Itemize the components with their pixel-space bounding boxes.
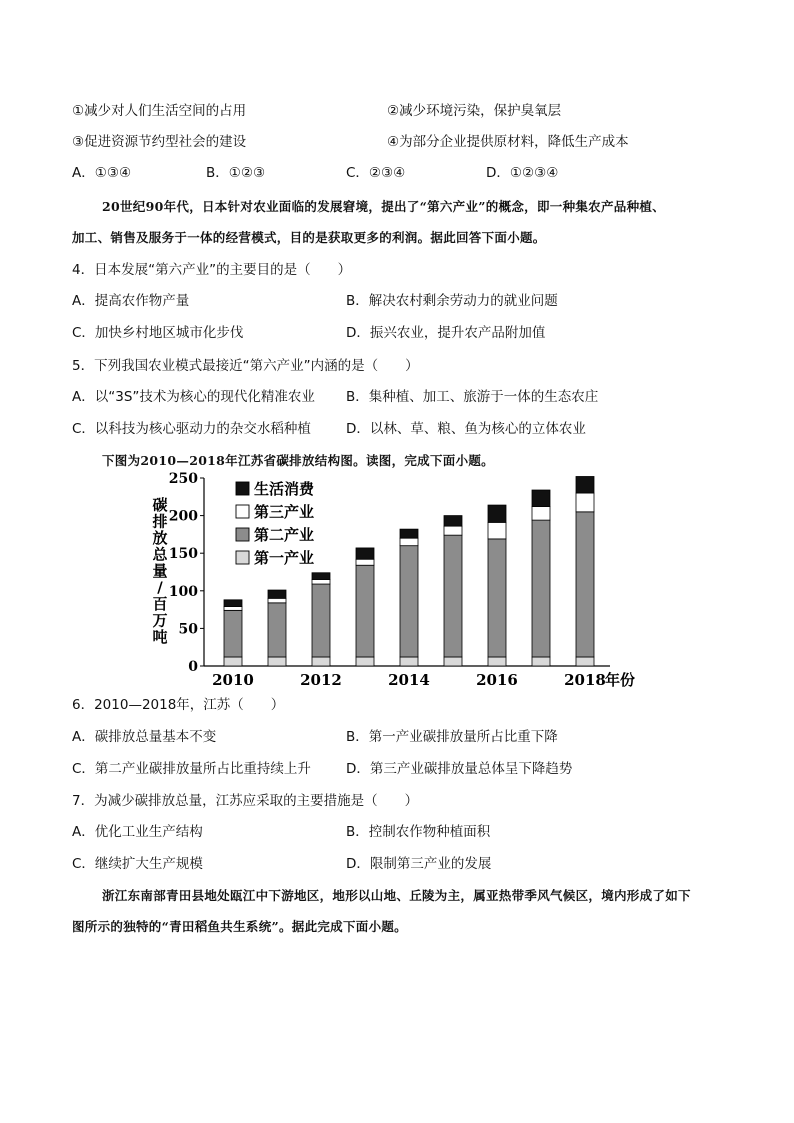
bar-segment-2013-3 — [356, 548, 374, 559]
bar-segment-2016-0 — [488, 657, 506, 666]
bar-segment-2010-1 — [224, 610, 242, 657]
legend-swatch — [236, 528, 249, 541]
legend-label: 第三产业 — [254, 503, 315, 521]
bar-segment-2015-2 — [444, 526, 462, 535]
q3-item-3: ③促进资源节约型社会的建设 — [72, 134, 247, 150]
y-axis-label-char: 吨 — [152, 628, 168, 646]
bar-segment-2017-0 — [532, 657, 550, 666]
bar-segment-2015-0 — [444, 657, 462, 666]
q5-choice-b: B．集种植、加工、旅游于一体的生态农庄 — [346, 389, 599, 405]
q6-choice-a: A．碳排放总量基本不变 — [72, 729, 217, 745]
bar-segment-2014-0 — [400, 657, 418, 666]
q3-item-4: ④为部分企业提供原材料，降低生产成本 — [387, 134, 629, 150]
q7-stem: 7．为减少碳排放总量，江苏应采取的主要措施是（ ） — [72, 793, 419, 809]
q6-choice-c: C．第二产业碳排放量所占比重持续上升 — [72, 761, 311, 777]
bar-segment-2018-2 — [576, 493, 594, 512]
bar-segment-2012-0 — [312, 657, 330, 666]
bar-segment-2018-1 — [576, 512, 594, 657]
q3-choice-d: D．①②③④ — [486, 165, 559, 181]
q7-choice-d: D．限制第三产业的发展 — [346, 856, 492, 872]
bar-segment-2016-2 — [488, 522, 506, 539]
y-axis-label-char: 量 — [152, 562, 168, 580]
y-tick-labels — [169, 471, 204, 675]
y-axis-label-char: 排 — [152, 512, 168, 531]
x-tick-label: 2018 — [564, 671, 606, 689]
bar-segment-2010-3 — [224, 600, 242, 607]
bar-segment-2017-1 — [532, 520, 550, 657]
q3-item-2: ②减少环境污染，保护臭氧层 — [387, 103, 562, 119]
chart-legend — [236, 480, 315, 567]
legend-label: 第一产业 — [254, 549, 315, 567]
passage2-line1: 浙江东南部青田县地处瓯江中下游地区，地形以山地、丘陵为主，属亚热带季风气候区，境内形成了如下 — [102, 888, 691, 903]
bar-segment-2017-3 — [532, 490, 550, 507]
q5-stem: 5．下列我国农业模式最接近“第六产业”内涵的是（ ） — [72, 358, 419, 374]
y-tick-label: 100 — [168, 583, 198, 600]
legend-swatch — [236, 482, 249, 495]
y-tick-label: 250 — [168, 471, 198, 487]
q4-choice-d: D．振兴农业，提升农产品附加值 — [346, 325, 546, 341]
q3-choice-c: C．②③④ — [346, 165, 406, 181]
q7-choice-b: B．控制农作物种植面积 — [346, 824, 491, 840]
q5-choice-c: C．以科技为核心驱动力的杂交水稻种植 — [72, 421, 311, 437]
y-tick-label: 0 — [188, 659, 198, 675]
x-tick-label: 2010 — [212, 671, 254, 689]
legend-swatch — [236, 551, 249, 564]
bar-segment-2016-1 — [488, 539, 506, 657]
bar-segment-2012-1 — [312, 584, 330, 657]
q6-choice-b: B．第一产业碳排放量所占比重下降 — [346, 729, 558, 745]
bar-segment-2015-3 — [444, 516, 462, 527]
q4-choice-b: B．解决农村剩余劳动力的就业问题 — [346, 293, 558, 309]
q4-stem: 4．日本发展“第六产业”的主要目的是（ ） — [72, 262, 352, 278]
bar-segment-2012-3 — [312, 573, 330, 580]
y-tick-label: 200 — [168, 508, 198, 525]
bar-segment-2013-0 — [356, 657, 374, 666]
q3-choice-a: A．①③④ — [72, 165, 132, 181]
carbon-emission-stacked-bar-chart — [140, 470, 660, 692]
q3-choice-b: B．①②③ — [206, 165, 266, 181]
q5-choice-d: D．以林、草、粮、鱼为核心的立体农业 — [346, 421, 586, 437]
q4-choice-c: C．加快乡村地区城市化步伐 — [72, 325, 244, 341]
bar-segment-2016-3 — [488, 505, 506, 522]
y-tick-label: 50 — [178, 621, 198, 638]
bar-segment-2014-2 — [400, 538, 418, 546]
q6-choice-d: D．第三产业碳排放量总体呈下降趋势 — [346, 761, 573, 777]
y-axis-label-char: 总 — [152, 545, 168, 564]
bar-segment-2018-0 — [576, 657, 594, 666]
legend-label: 生活消费 — [254, 480, 315, 498]
q7-choice-a: A．优化工业生产结构 — [72, 824, 203, 840]
bar-segment-2013-1 — [356, 565, 374, 657]
x-tick-labels — [212, 671, 635, 689]
bar-segment-2011-1 — [268, 603, 286, 657]
x-tick-label: 2016 — [476, 671, 518, 689]
q4-choice-a: A．提高农作物产量 — [72, 293, 190, 309]
bar-segment-2011-3 — [268, 590, 286, 598]
q7-choice-c: C．继续扩大生产规模 — [72, 856, 203, 872]
q5-choice-a: A．以“3S”技术为核心的现代化精准农业 — [72, 389, 315, 405]
passage1-line1: 20世纪90年代，日本针对农业面临的发展窘境，提出了“第六产业”的概念，即一种集农产品种植、 — [102, 199, 665, 214]
bar-segment-2010-0 — [224, 657, 242, 666]
bar-segment-2015-1 — [444, 535, 462, 657]
q3-item-1: ①减少对人们生活空间的占用 — [72, 103, 247, 119]
legend-swatch — [236, 505, 249, 518]
bar-segment-2013-2 — [356, 559, 374, 565]
x-axis-label: 年份 — [605, 671, 636, 689]
x-tick-label: 2012 — [300, 671, 342, 689]
q6-stem: 6．2010—2018年，江苏（ ） — [72, 697, 285, 713]
legend-label: 第二产业 — [254, 526, 315, 544]
y-tick-label: 150 — [168, 546, 198, 563]
x-tick-label: 2014 — [388, 671, 430, 689]
bar-segment-2011-0 — [268, 657, 286, 666]
bar-segment-2011-2 — [268, 598, 286, 603]
passage2-line2: 图所示的独特的“青田稻鱼共生系统”。据此完成下面小题。 — [72, 919, 407, 934]
passage1-line2: 加工、销售及服务于一体的经营模式，目的是获取更多的利润。据此回答下面小题。 — [72, 230, 546, 245]
bar-segment-2018-3 — [576, 476, 594, 493]
bar-segment-2014-3 — [400, 529, 418, 538]
y-axis-label-char: 放 — [152, 529, 168, 547]
chart-intro: 下图为2010—2018年江苏省碳排放结构图。读图，完成下面小题。 — [102, 453, 494, 468]
bar-segment-2017-2 — [532, 507, 550, 521]
y-axis-label-char: 百 — [152, 595, 168, 613]
bar-segment-2012-2 — [312, 580, 330, 585]
y-axis-label-char: 碳 — [152, 496, 168, 514]
bar-segment-2014-1 — [400, 546, 418, 657]
y-axis-label — [152, 496, 168, 646]
bar-segment-2010-2 — [224, 607, 242, 611]
y-axis-label-char: 万 — [152, 611, 168, 630]
y-axis-label-char: / — [157, 578, 163, 597]
